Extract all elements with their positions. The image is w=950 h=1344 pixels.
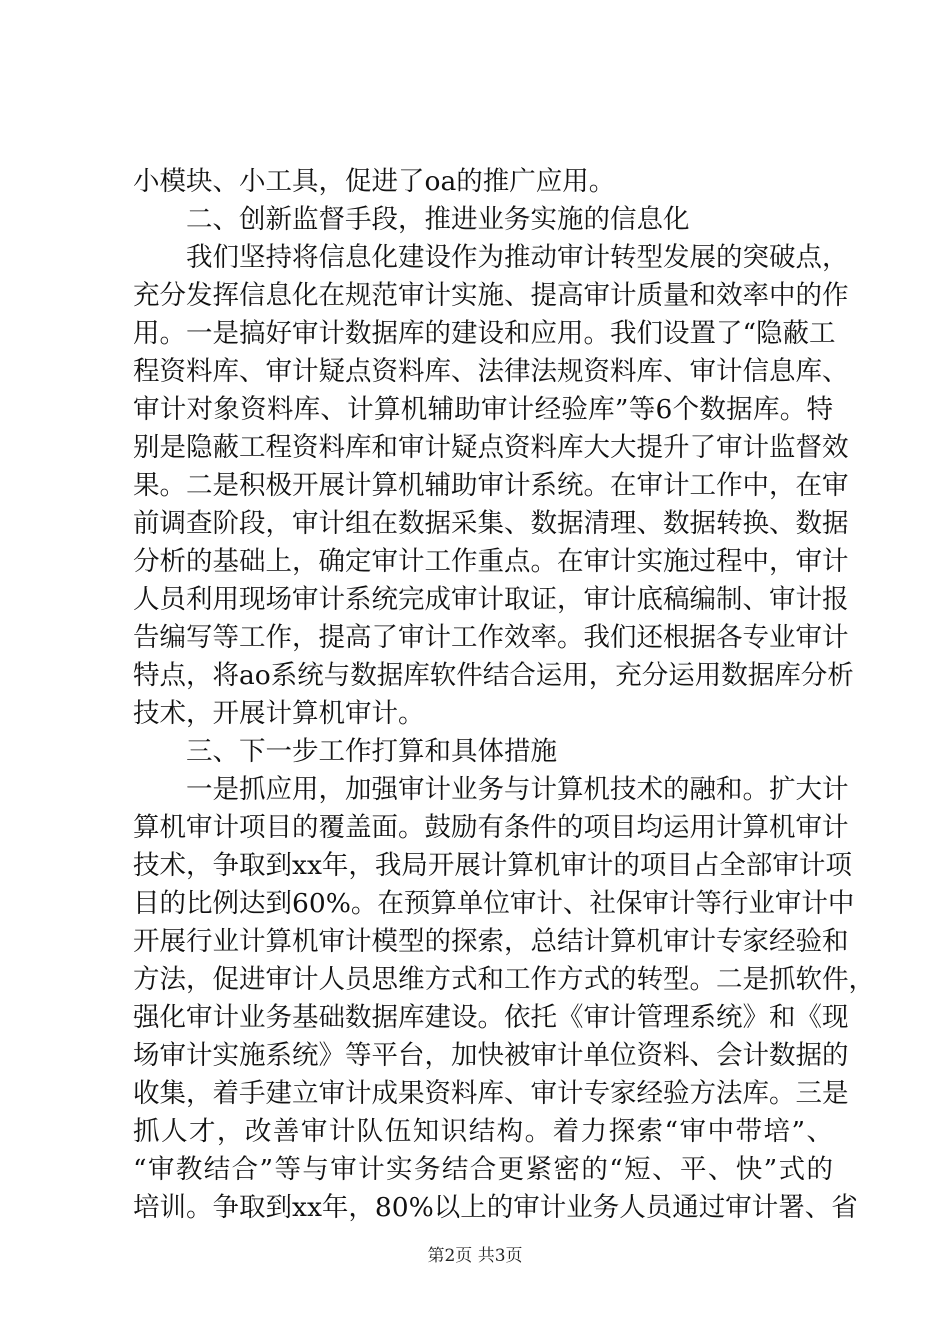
text-line: 人员利用现场审计系统完成审计取证，审计底稿编制、审计报 <box>133 584 849 615</box>
text-line: 强化审计业务基础数据库建设。依托《审计管理系统》和《现 <box>133 1002 849 1033</box>
section-heading: 二、创新监督手段，推进业务实施的信息化 <box>186 204 690 235</box>
text-line: 小模块、小工具，促进了oa的推广应用。 <box>133 166 616 197</box>
text-line: 培训。争取到xx年，80%以上的审计业务人员通过审计署、省 <box>133 1192 858 1223</box>
text-line: 果。二是积极开展计算机辅助审计系统。在审计工作中，在审 <box>133 470 849 501</box>
text-line: “审教结合”等与审计实务结合更紧密的“短、平、快”式的 <box>133 1154 833 1185</box>
page-footer: 第2页 共3页 <box>427 1246 523 1266</box>
text-line: 前调查阶段，审计组在数据采集、数据清理、数据转换、数据 <box>133 508 849 539</box>
text-line: 抓人才，改善审计队伍知识结构。着力探索“审中带培”、 <box>133 1116 833 1147</box>
text-line: 收集，着手建立审计成果资料库、审计专家经验方法库。三是 <box>133 1078 849 1109</box>
text-line: 分析的基础上，确定审计工作重点。在审计实施过程中，审计 <box>133 546 849 577</box>
text-line: 用。一是搞好审计数据库的建设和应用。我们设置了“隐蔽工 <box>133 318 836 349</box>
text-line: 开展行业计算机审计模型的探索，总结计算机审计专家经验和 <box>133 926 849 957</box>
text-line: 目的比例达到60%。在预算单位审计、社保审计等行业审计中 <box>133 888 855 919</box>
section-heading: 三、下一步工作打算和具体措施 <box>186 736 557 767</box>
text-line: 一是抓应用，加强审计业务与计算机技术的融和。扩大计 <box>186 774 849 805</box>
text-line: 技术，争取到xx年，我局开展计算机审计的项目占全部审计项 <box>133 850 852 881</box>
text-line: 方法，促进审计人员思维方式和工作方式的转型。二是抓软件， <box>133 964 875 995</box>
text-line: 审计对象资料库、计算机辅助审计经验库”等6个数据库。特 <box>133 394 833 425</box>
text-line: 特点，将ao系统与数据库软件结合运用，充分运用数据库分析 <box>133 660 854 691</box>
text-line: 场审计实施系统》等平台，加快被审计单位资料、会计数据的 <box>133 1040 849 1071</box>
text-line: 程资料库、审计疑点资料库、法律法规资料库、审计信息库、 <box>133 356 849 387</box>
text-line: 充分发挥信息化在规范审计实施、提高审计质量和效率中的作 <box>133 280 849 311</box>
text-line: 别是隐蔽工程资料库和审计疑点资料库大大提升了审计监督效 <box>133 432 849 463</box>
text-line: 技术，开展计算机审计。 <box>133 698 425 729</box>
text-line: 我们坚持将信息化建设作为推动审计转型发展的突破点， <box>186 242 849 273</box>
text-line: 告编写等工作，提高了审计工作效率。我们还根据各专业审计 <box>133 622 849 653</box>
text-line: 算机审计项目的覆盖面。鼓励有条件的项目均运用计算机审计 <box>133 812 849 843</box>
